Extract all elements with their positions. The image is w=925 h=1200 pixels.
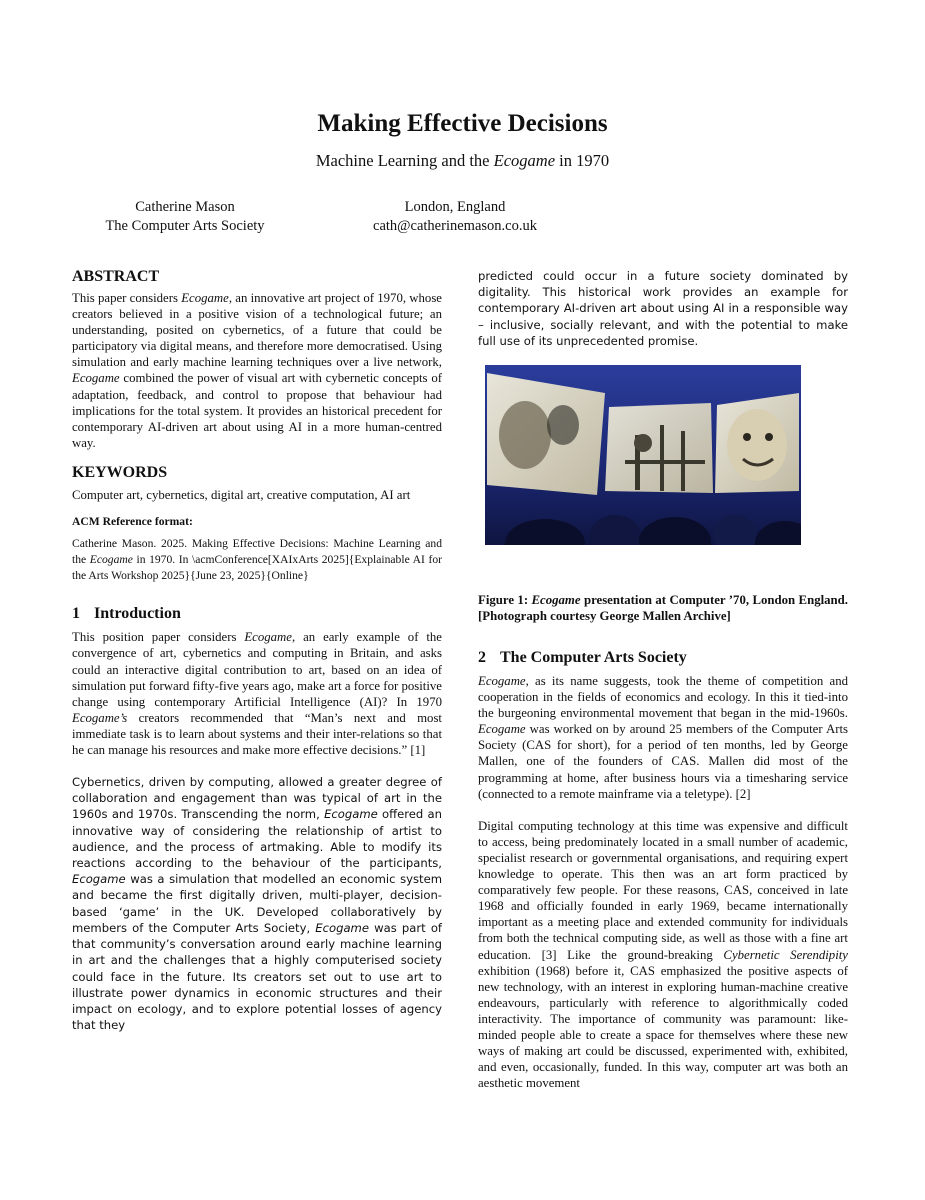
- abstract-continued-text: predicted could occur in a future society dominated by digitality. This historical work provides an example for contemporary AI-driven art about using AI in a responsible way – inclusive, socially relevant, and with the potential to make full use of its unprecedented promise.: [478, 269, 848, 348]
- author-email[interactable]: cath@catherinemason.co.uk: [373, 218, 537, 234]
- abstract-text: This paper considers Ecogame, an innovative art project of 1970, whose creators believed in a positive vision of a technological future; an understanding, posited on cybernetics, of a future that could be participatory via digital means, and therefore more democratised. Using simulation and early machine learning techniques over a live network, Ecogame combined the power of visual art with cybernetic concepts of adaptation, feedback, and control to propose that behaviour had implications for the total system. It provides an historical precedent for contemporary AI-driven art about using AI in a more human-centred way.: [72, 291, 442, 450]
- left-column: [72, 268, 442, 1033]
- section-1-heading: 1 Introduction: [72, 605, 181, 623]
- paper-title: Making Effective Decisions: [317, 110, 608, 137]
- keywords-text: Computer art, cybernetics, digital art, creative computation, AI art: [72, 487, 411, 502]
- section-2-paragraph-1: Ecogame, as its name suggests, took the theme of competition and cooperation in the fields of economics and ecology. In this it tied-into the burgeoning environmental movement that began in the mid-1960s. Ecogame was worked on by around 25 members of the Computer Arts Society (CAS for short), for a period of ten months, led by George Mallen, one of the founders of CAS. Mallen did most of the programming at home, after business hours via a timesharing service (connected to a remote mainframe via a teletype). [2]: [478, 674, 848, 801]
- paper-subtitle: Machine Learning and the Ecogame in 1970: [315, 151, 610, 170]
- right-column: [478, 268, 848, 1091]
- author-affiliation: The Computer Arts Society: [105, 218, 265, 234]
- figure-photograph: [485, 365, 801, 545]
- acm-reference: Catherine Mason. 2025. Making Effective Decisions: Machine Learning and the Ecogame in 1970. In \acmConference[XAIxArts 2025]{Explainable AI for the Arts Workshop 2025}{June 23, 2025}{Online}: [72, 537, 442, 583]
- section-1-paragraph-2: Cybernetics, driven by computing, allowed a greater degree of collaboration and engagement than was typical of art in the 1960s and 1970s. Transcending the norm, Ecogame offered an innovative way of considering the relationship of artist to audience, and the process of artmaking. Able to modify its reactions according to the behaviour of the participants, Ecogame was a simulation that modelled an economic system and became the first digitally driven, multi-player, decision-based ‘game’ in the UK. Developed collaboratively by members of the Computer Arts Society, Ecogame was part of that community’s conversation around early machine learning in art and the challenges that a highly computerised society could face in the future. Its creators set out to use art to illustrate power dynamics in economic structures and their impact on ecology, and to explore potential losses of agency that they: [72, 775, 442, 1033]
- abstract-heading: ABSTRACT: [72, 268, 160, 285]
- figure-caption: Figure 1: Ecogame presentation at Computer ’70, London England. [Photograph courtesy George Mallen Archive]: [478, 593, 848, 624]
- author-name: Catherine Mason: [135, 199, 235, 215]
- author-contact-block: [340, 198, 570, 236]
- acm-heading: ACM Reference format:: [72, 515, 193, 529]
- section-1-paragraph-1: This position paper considers Ecogame, an early example of the convergence of art, cybernetics and computing in Britain, and asks could an interactive digital contribution to art, based on an idea of simulation put forward fifty-five years ago, make art a force for positive change using contemporary Artificial Intelligence (AI)? In 1970 Ecogame’s creators recommended that “Man’s next and most immediate task is to learn about systems and their inter-relations so that he can manage his resources and make more effective decisions.” [1]: [72, 630, 442, 757]
- author-location: London, England: [404, 199, 506, 215]
- section-2-heading: 2 The Computer Arts Society: [478, 649, 687, 667]
- keywords-heading: KEYWORDS: [72, 463, 168, 481]
- author-block: [70, 198, 300, 236]
- photo-illustration: [485, 365, 801, 545]
- section-2-paragraph-2: Digital computing technology at this time was expensive and difficult to access, being predominately located in a small number of academic, specialist research or governmental organisations, and requiring expert knowledge to operate. This then was an art form practiced by comparatively few people. For these reasons, CAS, conceived in late 1968 and officially founded in early 1969, became internationally important as a meeting place and extended community for individuals from both the technical computing side, as well as those with a fine art education. [3] Like the ground-breaking Cybernetic Serendipity exhibition (1968) before it, CAS emphasized the positive aspects of new technology, with an interest in exploring human-machine creative endeavours, particularly with reference to algorithmically coded interactivity. The importance of community was paramount: like-minded people able to create a space for themselves where these new ways of making art could be discussed, experimented with, exhibited, and even, occasionally, funded. In this way, computer art was both an aesthetic movement: [478, 818, 848, 1091]
